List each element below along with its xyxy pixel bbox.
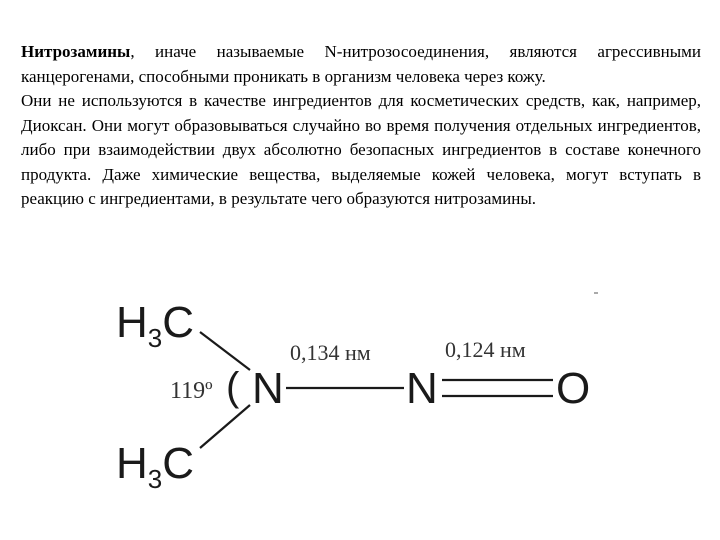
methyl-top: [116, 298, 194, 353]
methyl-bottom-c: C: [162, 439, 195, 488]
methyl-top-c: C: [162, 298, 195, 347]
angle-arc: (: [226, 365, 240, 409]
methyl-bottom-h: H: [116, 439, 148, 488]
oxygen: O: [556, 364, 591, 413]
methyl-top-h: H: [116, 298, 148, 347]
bond-c-n-top: [200, 332, 250, 370]
methyl-top-sub: 3: [147, 323, 163, 353]
methyl-bottom-sub: 3: [147, 464, 163, 494]
paragraph-2: Они не используются в качестве ингредиентов для косметических средств, как, например, Диоксан. Они могут образовываться случайно во время получения отдельных ингредиентов, либо при взаимодействии двух абсолютно безопасных ингредиентов в составе конечного продукта. Даже химические вещества, выделяемые кожей человека, могут вступать в реакцию с ингредиентами, в результате чего образуются нитрозамины.: [21, 91, 701, 208]
methyl-bottom: [116, 439, 194, 494]
term-nitrosamines: Нитрозамины: [21, 42, 131, 61]
bond-c-n-bottom: [200, 405, 250, 448]
angle-label: 119º: [170, 378, 213, 404]
paragraph-1-rest: , иначе называемые N-нитрозосоединения, являются агрессивными канцерогенами, способными проникать в организм человека через кожу.: [21, 42, 701, 86]
nitrogen-2: N: [406, 364, 438, 413]
nitrogen-1: N: [252, 364, 284, 413]
bond-length-nn: 0,134 нм: [290, 340, 371, 365]
bond-length-no: 0,124 нм: [445, 337, 526, 362]
